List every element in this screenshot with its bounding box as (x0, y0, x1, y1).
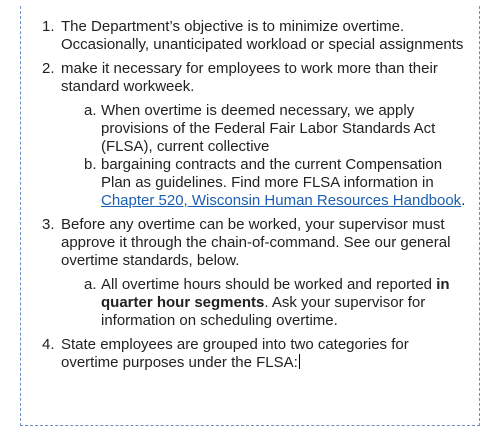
list-item (21, 18, 479, 54)
bold-emphasis: in quarter hour segments (101, 276, 450, 311)
list-item-text: make it necessary for employees to work more than their standard workweek. (61, 60, 438, 95)
sub-list-letter: b. (84, 156, 97, 173)
handbook-link[interactable]: Chapter 520, Wisconsin Human Resources Handbook (101, 192, 462, 209)
list-item-text-container (61, 336, 479, 372)
sub-list-letter: a. (84, 276, 97, 293)
sub-list-item (21, 276, 479, 330)
list-item-text: Before any overtime can be worked, your supervisor must approve it through the chain-of-command. See our general overtime standards, below. (61, 216, 451, 269)
rich-text-editor[interactable] (20, 6, 480, 426)
sub-list-item-text: All overtime hours should be worked and reported (101, 276, 437, 293)
list-item (21, 216, 479, 270)
sub-list-item-text-end: . Ask your supervisor for information on scheduling overtime. (101, 294, 426, 329)
text-cursor (299, 354, 300, 369)
sub-list-item (21, 102, 479, 156)
list-item-text: The Department’s objective is to minimize overtime. Occasionally, unanticipated workload or special assignments (61, 18, 464, 53)
list-item (21, 60, 479, 96)
sub-list-item (21, 156, 479, 210)
list-number: 2. (42, 60, 55, 77)
list-item-text: State employees are grouped into two categories for overtime purposes under the FLSA: (61, 336, 409, 371)
sub-list-item-text-end: . (461, 192, 466, 209)
list-number: 3. (42, 216, 55, 233)
sub-list-item-text: When overtime is deemed necessary, we apply provisions of the Federal Fair Labor Standards Act (FLSA), current collective (101, 102, 436, 155)
ordered-list (21, 18, 479, 378)
list-number: 1. (42, 18, 55, 35)
list-item (21, 336, 479, 372)
list-number: 4. (42, 336, 55, 353)
sub-list-letter: a. (84, 102, 97, 119)
sub-list-item-text: bargaining contracts and the current Compensation Plan as guidelines. Find more FLSA information in (101, 156, 443, 191)
